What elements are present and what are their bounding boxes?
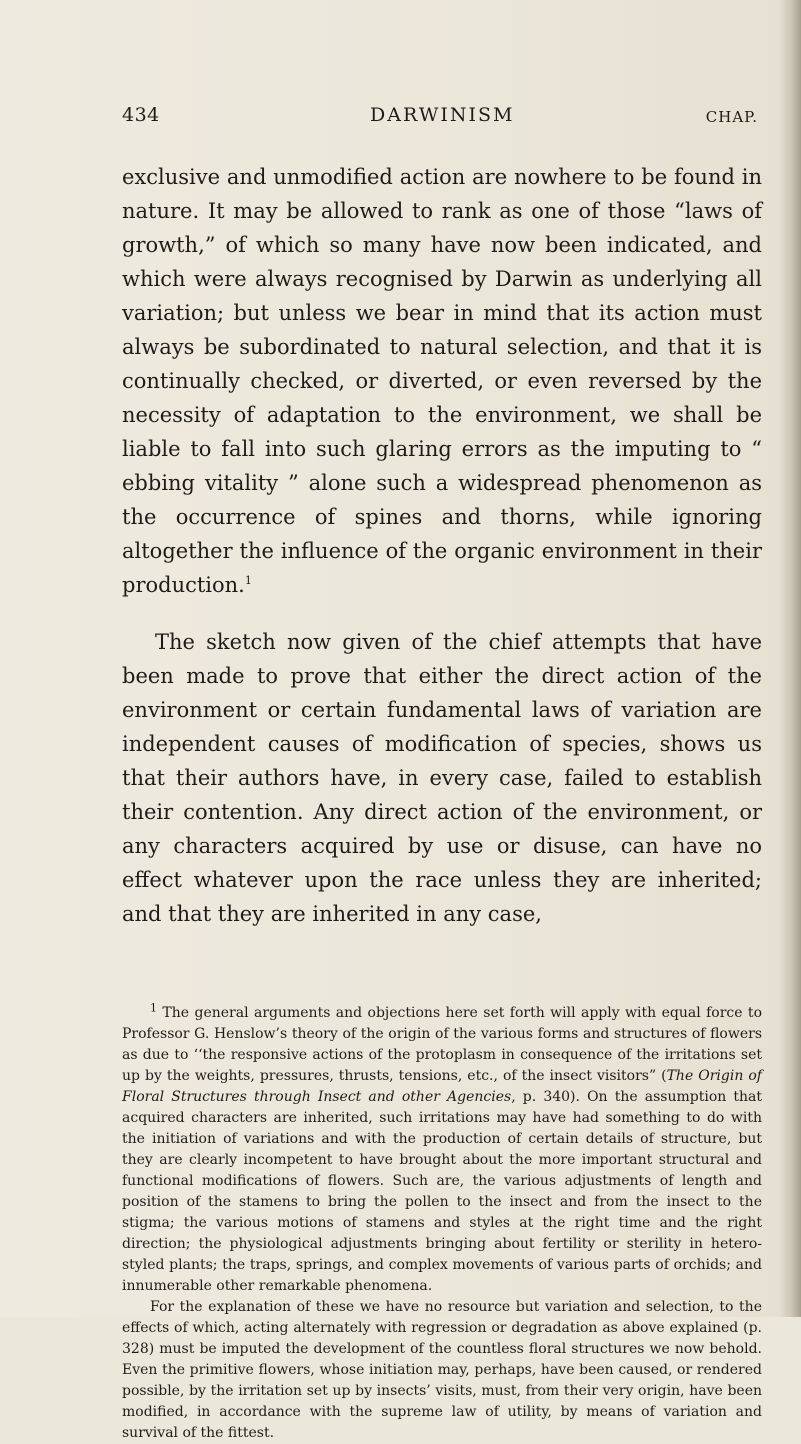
citation-title: The Origin of Floral Structures through Insect and other Agencies — [122, 1068, 762, 1105]
footnote-1 — [122, 1003, 762, 1297]
main-text — [122, 160, 762, 931]
page-number: 434 — [122, 104, 160, 126]
paragraph-1-text: exclusive and unmodified action are nowhere to be found in nature. It may be allowed to rank as one of those “laws of growth,” of which so many have now been indicated, and which were always recognised by Darwin as underlying all variation; but unless we bear in mind that its action must always be subordinated to natural selection, and that it is continually checked, or diverted, or even reversed by the necessity of adaptation to the environment, we shall be liable to fall into such glaring errors as the imputing to “ ebbing vitality ” alone such a widespread phenomenon as the occurrence of spines and thorns, while ignoring altogether the influence of the organic environment in their production. — [122, 165, 762, 597]
page-header — [122, 104, 762, 132]
chapter-label: CHAP. — [705, 108, 758, 126]
running-title: DARWINISM — [370, 104, 515, 126]
footnotes — [122, 1003, 762, 1444]
footnote-1-text-b: , p. 340). On the assumption that acquired characters are inherited, such irritations may have had something to do with the initiation of variations and with the production of certain details of structure, but they are clearly incompetent to have brought about the more important structural and functional modifications of flowers. Such are, the various adjustments of length and position of the stamens to bring the pollen to the insect and from the insect to the stigma; the various motions of stamens and styles at the right time and the right direction; the physiological adjustments bringing about fertility or sterility in hetero-styled plants; the traps, springs, and complex movements of various parts of orchids; and innumerable other remarkable phenomena. — [122, 1089, 762, 1294]
footnote-1-text-a: The general arguments and objections here set forth will apply with equal force to Professor G. Henslow’s theory of the origin of the various forms and structures of flowers as due to ‘‘the responsive actions of the protoplasm in consequence of the irritations set up by the weights, pressures, thrusts, tensions, etc., of the insect visitors” ( — [122, 1005, 762, 1084]
footnote-reference: 1 — [244, 574, 252, 587]
paragraph-1 — [122, 160, 762, 602]
footnote-marker: 1 — [150, 1001, 157, 1015]
paragraph-2: The sketch now given of the chief attempts that have been made to prove that either the direct action of the environment or certain fundamental laws of variation are independent causes of modification of species, shows us that their authors have, in every case, failed to establish their contention. Any direct action of the environment, or any characters acquired by use or disuse, can have no effect whatever upon the race unless they are inherited; and that they are inherited in any case, — [122, 630, 762, 926]
page-edge-shadow — [779, 0, 801, 1317]
footnote-1-continuation: For the explanation of these we have no resource but variation and selection, to the effects of which, acting alternately with regression or degradation as above explained (p. 328) must be imputed the development of the countless floral structures we now behold. Even the primitive flowers, whose initiation may, perhaps, have been caused, or rendered possible, by the irritation set up by insects’ visits, must, from their very origin, have been modified, in accordance with the supreme law of utility, by means of variation and survival of the fittest. — [122, 1299, 762, 1441]
